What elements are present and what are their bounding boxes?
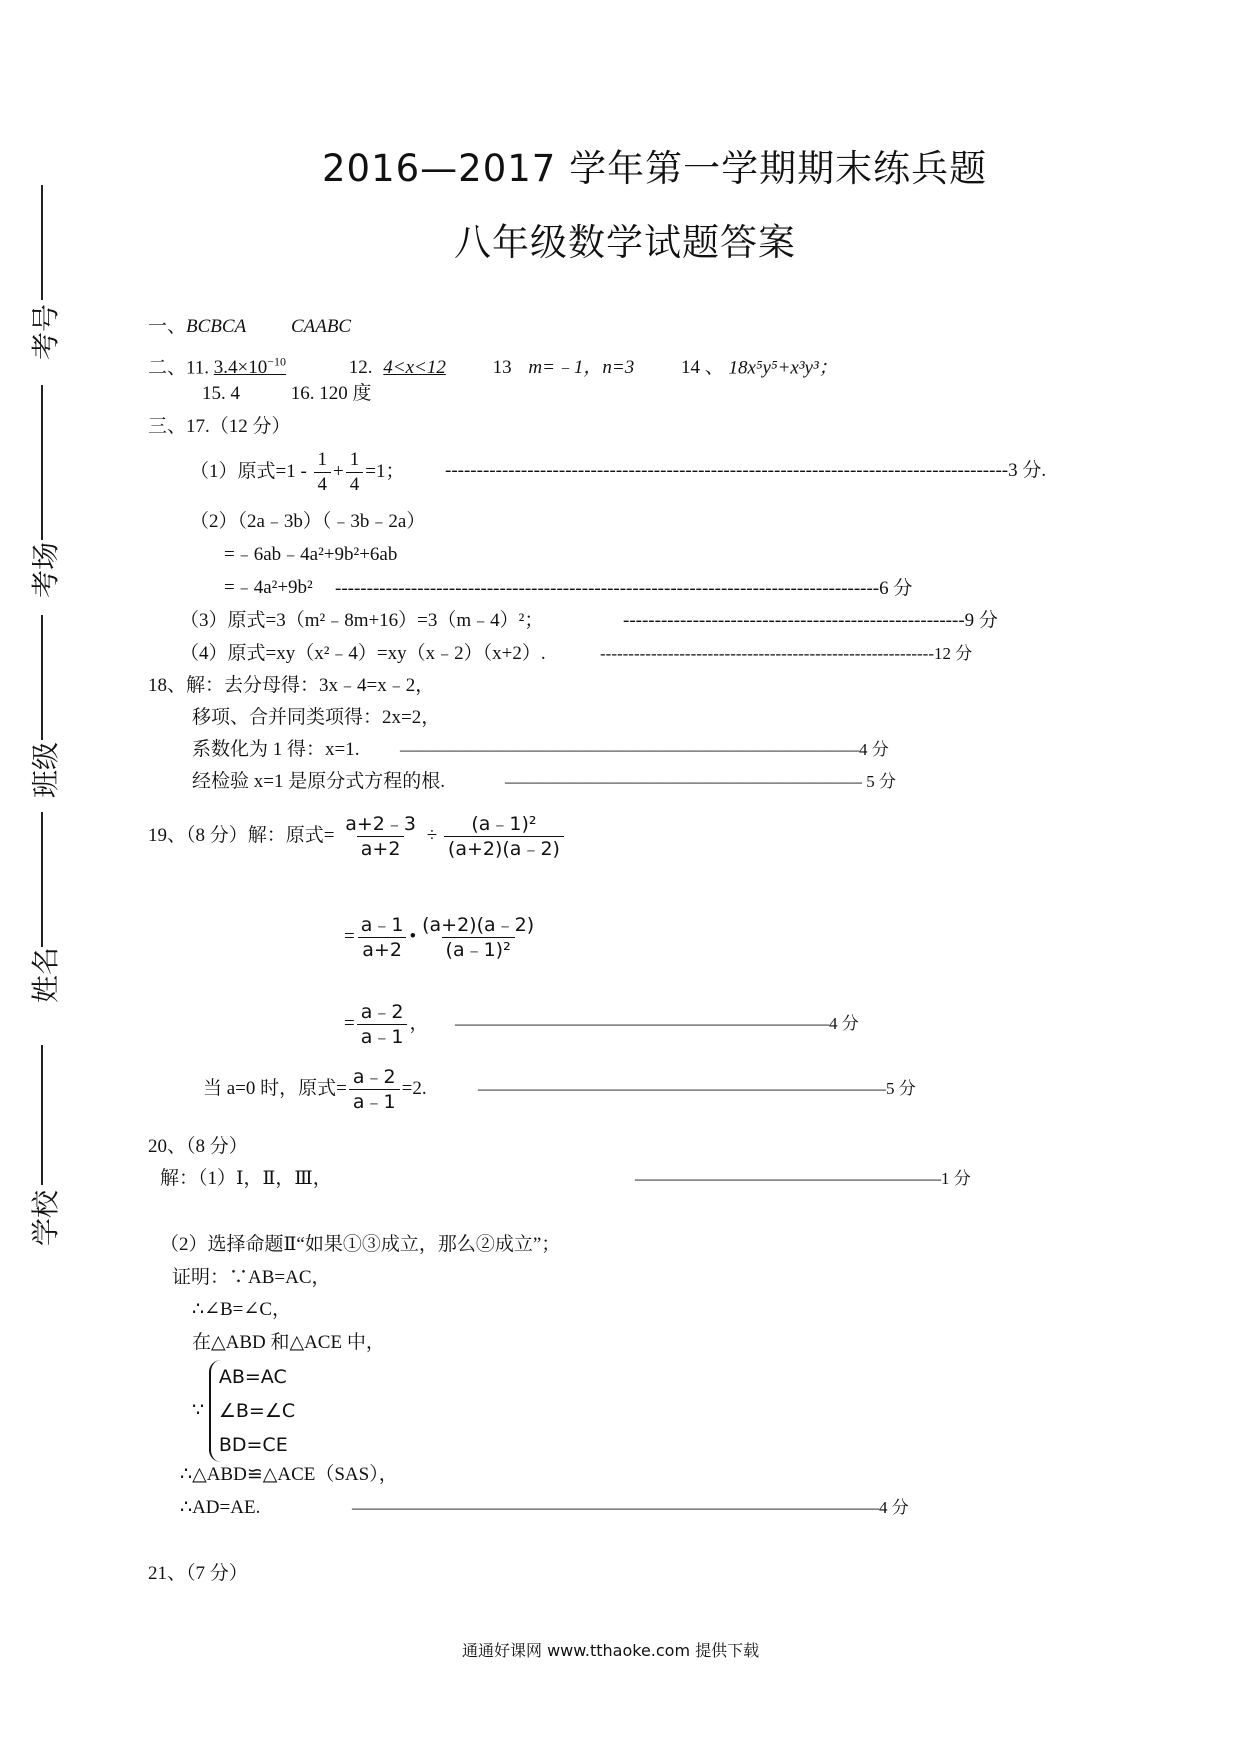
q19-eq1: = <box>344 925 355 947</box>
q19-frac6 <box>349 1065 400 1114</box>
section1-label: 一、 <box>148 316 187 337</box>
q20-because: ∵ <box>192 1400 205 1421</box>
q19-frac5-suffix: ， <box>409 1012 429 1034</box>
q19-score4: ——————————————————————4 分 <box>455 1014 859 1033</box>
q17-p2-score: --------------------------------------------------------------------------------------6 分 <box>335 578 913 599</box>
q18-line3: 系数化为 1 得：x=1. <box>192 739 360 760</box>
q19-eq2: = <box>344 1012 355 1034</box>
side-label-school: 学校 <box>29 1190 62 1247</box>
q20-line2: （2）选择命题Ⅱ“如果①③成立，那么②成立”； <box>160 1234 561 1255</box>
q20-line3: 证明：∵AB=AC， <box>172 1267 331 1288</box>
q20-line5: 在△ABD 和△ACE 中， <box>192 1332 385 1353</box>
q20-brace-line3: BD=CE <box>218 1434 288 1456</box>
q19-frac3 <box>357 913 408 962</box>
side-line-class <box>41 615 43 740</box>
side-label-name: 姓名 <box>29 947 62 1004</box>
q17-p2-line3: =﹣4a²+9b² <box>224 577 313 598</box>
q19-frac2 <box>444 812 564 861</box>
frac-denominator: a﹣1 <box>349 1089 400 1114</box>
side-label-exam-no: 考号 <box>29 304 62 361</box>
frac-denominator: a+2 <box>358 937 406 962</box>
q20-line4: ∴∠B=∠C， <box>192 1299 291 1320</box>
q17-p1-plus: + <box>333 460 344 482</box>
side-line-exam-no <box>41 185 43 300</box>
q17-p3-score: ------------------------------------------------------9 分 <box>623 610 998 631</box>
q17-part1 <box>190 448 404 497</box>
q19-line1 <box>148 812 566 861</box>
q18-line3-score: ———————————————————————————4 分 <box>400 740 889 759</box>
q20-brace <box>209 1360 295 1462</box>
q15-answer: 15. 4 <box>202 383 240 404</box>
q17-label: 三、17.（12 分） <box>148 416 291 437</box>
q17-p2-line2: =﹣6ab﹣4a²+9b²+6ab <box>224 544 398 565</box>
q20-line6: ∴△ABD≌△ACE（SAS）， <box>180 1464 398 1485</box>
q19-dot: • <box>409 925 417 947</box>
q20-label: 20、（8 分） <box>148 1136 248 1157</box>
section1-answers-b: CAABC <box>290 316 352 337</box>
frac-numerator: a+2﹣3 <box>345 813 416 835</box>
q13-answer: m=﹣1，n=3 <box>528 357 635 379</box>
frac-numerator: (a+2)(a﹣2) <box>422 914 535 936</box>
q16-answer: 16. 120 度 <box>290 383 372 404</box>
q19-score5: ————————————————————————5 分 <box>478 1079 916 1098</box>
q11-base: 3.4×10 <box>213 357 268 379</box>
q20-brace-group <box>192 1360 295 1462</box>
q17-p2-line1: （2）（2a﹣3b）（﹣3b﹣2a） <box>190 511 426 532</box>
q11-answer <box>214 357 286 378</box>
q17-p4-score: -----------------------------------------------------------12 分 <box>600 644 973 663</box>
q12-label: 12. <box>348 357 373 379</box>
q19-frac5 <box>357 1000 408 1049</box>
section2-line2 <box>202 382 372 406</box>
section2-line <box>148 350 838 380</box>
side-label-room: 考场 <box>29 542 62 599</box>
frac-numerator: 1 <box>349 449 360 470</box>
page-subtitle: 八年级数学试题答案 <box>454 221 796 264</box>
section1-answers-a: BCBCA <box>186 316 247 337</box>
q17-p1-frac2 <box>346 448 364 497</box>
q18-line2: 移项、合并同类项得：2x=2， <box>192 707 441 728</box>
side-label-class: 班级 <box>29 742 62 799</box>
q14-label: 14 、 <box>681 357 724 379</box>
q18-line4-score: ————————————————————— 5 分 <box>505 772 896 791</box>
q11-exponent: −10 <box>267 355 287 369</box>
q17-p4: （4）原式=xy（x²﹣4）=xy（x﹣2）（x+2）. <box>180 643 546 664</box>
q19-frac4 <box>418 913 538 962</box>
frac-denominator: 4 <box>314 472 332 497</box>
q18-line4: 经检验 x=1 是原分式方程的根. <box>192 771 445 792</box>
q20-brace-line1: AB=AC <box>218 1366 287 1388</box>
section1-line <box>148 315 351 339</box>
q19-frac6-suffix: =2. <box>401 1077 427 1099</box>
frac-numerator: a﹣2 <box>360 1001 404 1023</box>
q20-line1-score: ——————————————————1 分 <box>635 1169 971 1188</box>
q19-line4 <box>203 1065 427 1114</box>
footer-text: 通通好课网 www.tthaoke.com 提供下载 <box>462 1641 760 1660</box>
q17-p1-score: -----------------------------------------------------------------------------------------3 分. <box>445 460 1047 481</box>
frac-denominator: (a﹣1)² <box>442 937 515 962</box>
frac-denominator: a﹣1 <box>357 1024 408 1049</box>
frac-numerator: (a﹣1)² <box>471 813 537 835</box>
q11-label: 二、11. <box>148 357 210 379</box>
side-line-room <box>41 385 43 540</box>
q19-line3 <box>344 1000 428 1049</box>
q19-when: 当 a=0 时，原式= <box>203 1077 347 1099</box>
q17-p1-prefix: （1）原式=1 - <box>190 460 307 482</box>
side-line-name <box>41 812 43 947</box>
q18-line1: 18、解：去分母得：3x﹣4=x﹣2， <box>148 675 435 696</box>
q17-p1-frac1 <box>314 448 332 497</box>
q20-line7: ∴AD=AE. <box>180 1497 261 1518</box>
q20-line7-score: ———————————————————————————————4 分 <box>352 1498 909 1517</box>
q14-answer: 18x⁵y⁵+x³y³； <box>728 357 838 379</box>
q19-frac1 <box>341 812 420 861</box>
page-title: 2016—2017 学年第一学期期末练兵题 <box>322 147 988 190</box>
q21-label: 21、（7 分） <box>148 1563 248 1584</box>
q19-label: 19、（8 分）解：原式= <box>148 824 335 846</box>
q12-answer: 4<x<12 <box>383 357 446 379</box>
q17-p1-suffix: =1； <box>365 460 405 482</box>
q20-brace-line2: ∠B=∠C <box>218 1400 296 1422</box>
q13-label: 13 <box>492 357 512 379</box>
q17-p3: （3）原式=3（m²﹣8m+16）=3（m﹣4）²； <box>180 610 544 631</box>
frac-denominator: a+2 <box>357 836 405 861</box>
frac-numerator: a﹣1 <box>360 914 404 936</box>
q20-line1: 解：（1）Ⅰ，Ⅱ，Ⅲ， <box>160 1168 332 1189</box>
frac-numerator: 1 <box>317 449 328 470</box>
frac-denominator: 4 <box>346 472 364 497</box>
frac-denominator: (a+2)(a﹣2) <box>444 836 564 861</box>
frac-numerator: a﹣2 <box>352 1066 396 1088</box>
q19-div: ÷ <box>426 824 438 846</box>
side-line-school <box>41 1045 43 1185</box>
q19-line2 <box>344 913 540 962</box>
